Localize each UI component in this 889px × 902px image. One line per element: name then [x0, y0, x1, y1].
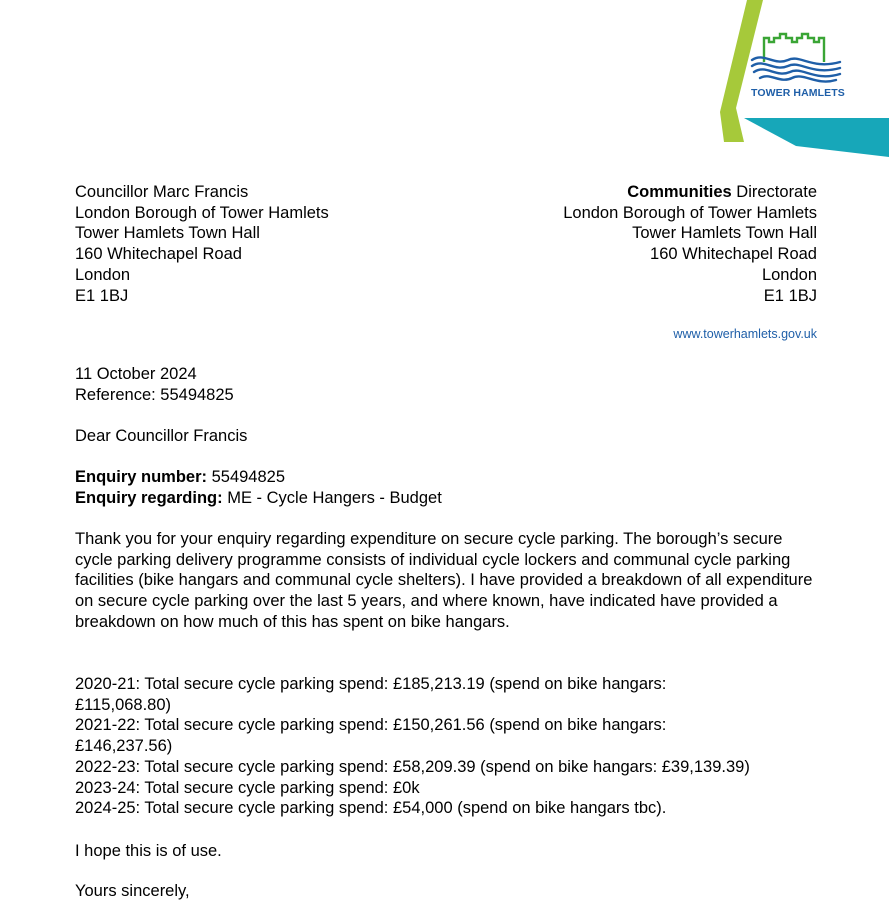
- waves-icon: [752, 57, 840, 81]
- sender-line: London Borough of Tower Hamlets: [563, 203, 817, 222]
- directorate-suffix: Directorate: [731, 183, 817, 201]
- salutation: Dear Councillor Francis: [75, 427, 248, 445]
- recipient-line: London: [75, 265, 131, 284]
- spend-line: 2023-24: Total secure cycle parking spend: £0k: [75, 778, 420, 797]
- enquiry-regarding-value: ME - Cycle Hangers - Budget: [222, 488, 442, 507]
- recipient-address: [75, 182, 329, 306]
- recipient-line: Councillor Marc Francis: [75, 183, 249, 201]
- logo-wordmark: TOWER HAMLETS: [751, 87, 845, 99]
- spend-list: [75, 674, 835, 819]
- body-paragraph: Thank you for your enquiry regarding expenditure on secure cycle parking. The borough’s secure cycle parking delivery programme consists of individual cycle lockers and communal cycle parking facilities (bike hangars and communal cycle shelters). I have provided a breakdown of all expenditure on secure cycle parking over the last 5 years, and where known, have indicated have provided a breakdown on how much of this has spent on bike hangars.: [75, 530, 813, 631]
- letter-date: 11 October 2024: [75, 365, 197, 383]
- enquiry-block: [75, 467, 835, 508]
- spend-line: £115,068.80): [75, 695, 172, 714]
- tower-hamlets-logo: [700, 0, 889, 160]
- letter-reference: Reference: 55494825: [75, 385, 234, 404]
- teal-stripe: [744, 118, 889, 157]
- spend-line: 2022-23: Total secure cycle parking spend: £58,209.39 (spend on bike hangars: £39,139.39): [75, 757, 750, 776]
- sender-address: [563, 182, 817, 306]
- sender-line: 160 Whitechapel Road: [650, 245, 817, 264]
- enquiry-regarding-label: Enquiry regarding:: [75, 488, 223, 507]
- sender-directorate: [563, 182, 817, 203]
- spend-line: 2020-21: Total secure cycle parking spend: £185,213.19 (spend on bike hangars:: [75, 675, 667, 693]
- enquiry-regarding: [75, 488, 835, 509]
- recipient-line: Tower Hamlets Town Hall: [75, 224, 260, 243]
- recipient-line: London Borough of Tower Hamlets: [75, 203, 329, 222]
- website-link[interactable]: www.towerhamlets.gov.uk: [673, 327, 817, 341]
- enquiry-number: [75, 467, 835, 488]
- enquiry-number-label: Enquiry number:: [75, 468, 208, 486]
- recipient-line: E1 1BJ: [75, 286, 129, 305]
- enquiry-number-value: 55494825: [207, 468, 286, 486]
- signoff: Yours sincerely,: [75, 882, 190, 900]
- directorate-name: Communities: [627, 183, 732, 201]
- spend-line: 2024-25: Total secure cycle parking spend: £54,000 (spend on bike hangars tbc).: [75, 799, 667, 818]
- sender-line: E1 1BJ: [763, 286, 817, 305]
- spend-line: £146,237.56): [75, 737, 173, 756]
- recipient-line: 160 Whitechapel Road: [75, 245, 242, 264]
- date-block: [75, 364, 835, 405]
- spend-line: 2021-22: Total secure cycle parking spend: £150,261.56 (spend on bike hangars:: [75, 716, 667, 735]
- sender-line: Tower Hamlets Town Hall: [632, 224, 817, 243]
- logo-graphic: [700, 0, 889, 160]
- sender-line: London: [761, 265, 817, 284]
- closing-line: I hope this is of use.: [75, 842, 222, 860]
